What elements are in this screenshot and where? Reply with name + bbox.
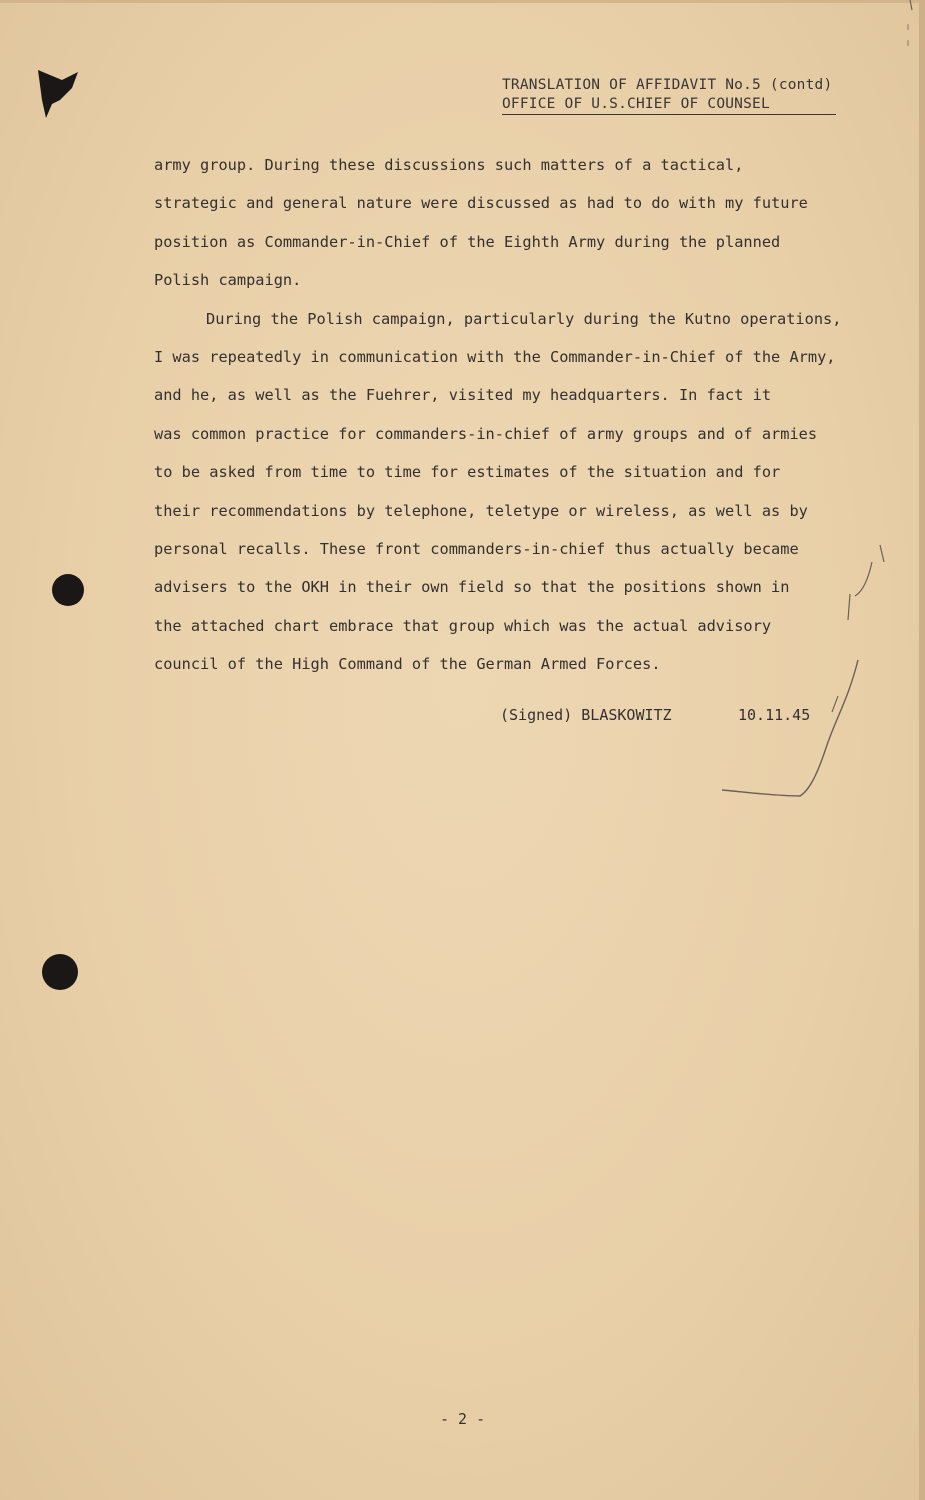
signature-date: 10.11.45	[738, 706, 811, 724]
text-line: advisers to the OKH in their own field so that the positions shown in	[154, 578, 790, 597]
signature-block	[500, 706, 811, 724]
text-line: army group. During these discussions such matters of a tactical,	[154, 156, 744, 174]
header-title: TRANSLATION OF AFFIDAVIT No.5 (contd)	[502, 77, 833, 93]
punch-hole-top	[52, 574, 84, 606]
text-line: Polish campaign.	[154, 271, 302, 290]
text-line: the attached chart embrace that group which was the actual advisory	[154, 616, 772, 635]
document-header	[502, 76, 836, 115]
text-line: and he, as well as the Fuehrer, visited my headquarters. In fact it	[154, 386, 772, 405]
page-number: - 2 -	[440, 1410, 486, 1428]
signature-text: (Signed) BLASKOWITZ	[500, 706, 672, 724]
document-body	[154, 146, 884, 684]
text-line: I was repeatedly in communication with the Commander-in-Chief of the Army,	[154, 348, 836, 367]
header-office: OFFICE OF U.S.CHIEF OF COUNSEL	[502, 95, 836, 115]
text-line: During the Polish campaign, particularly during the Kutno operations,	[206, 309, 842, 328]
text-line: their recommendations by telephone, teletype or wireless, as well as by	[154, 501, 808, 520]
text-line: council of the High Command of the German Armed Forces.	[154, 655, 661, 674]
text-line: personal recalls. These front commanders-in-chief thus actually became	[154, 540, 799, 559]
signature-flourish-tail	[832, 696, 838, 712]
text-line: was common practice for commanders-in-chief of army groups and of armies	[154, 424, 818, 443]
corner-tear-mark	[38, 70, 78, 118]
paragraph-2	[154, 300, 884, 684]
page-right-edge	[919, 0, 925, 1500]
paragraph-1	[154, 146, 884, 300]
text-line: strategic and general nature were discussed as had to do with my future	[154, 194, 808, 213]
punch-hole-bottom	[42, 954, 78, 990]
text-line: to be asked from time to time for estimates of the situation and for	[154, 463, 781, 482]
text-line: position as Commander-in-Chief of the Eighth Army during the planned	[154, 232, 781, 251]
page-top-edge	[0, 0, 925, 3]
